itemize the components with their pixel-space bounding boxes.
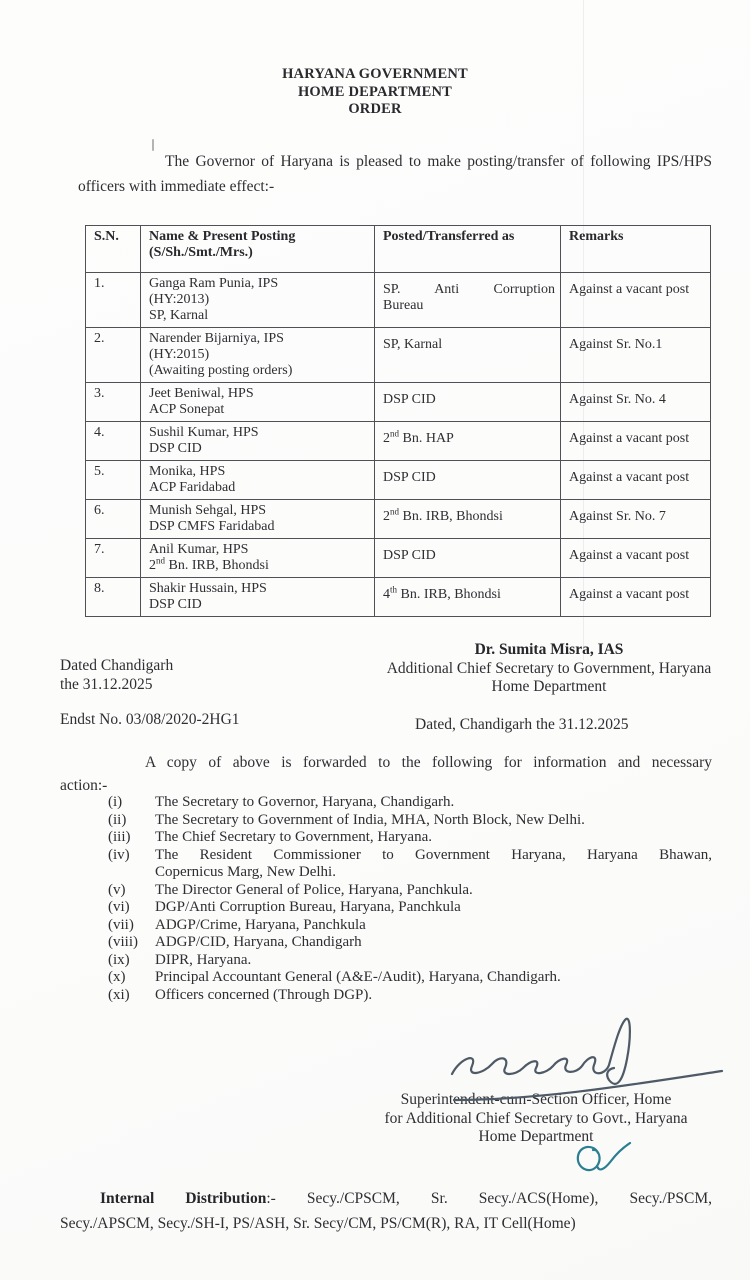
list-item xyxy=(108,952,712,970)
item-text: DGP/Anti Corruption Bureau, Haryana, Panchkula xyxy=(155,899,461,915)
item-text: ADGP/Crime, Haryana, Panchkula xyxy=(155,916,366,933)
list-item xyxy=(108,987,712,1005)
item-text: Officers concerned (Through DGP). xyxy=(155,986,373,1003)
col-header-name-line-1: Name & Present Posting xyxy=(149,229,296,244)
signoff-line-3: Home Department xyxy=(478,1128,594,1145)
header-order-line: ORDER xyxy=(348,101,402,117)
table-row xyxy=(86,273,711,328)
list-item xyxy=(108,882,712,900)
col-header-name xyxy=(141,226,375,273)
row-name: Anil Kumar, HPS 2nd Bn. IRB, Bhondsi xyxy=(141,539,375,578)
item-numeral: (i) xyxy=(108,794,123,810)
row-remarks: Against a vacant post xyxy=(561,273,711,328)
row-sn: 1. xyxy=(86,273,141,328)
list-item xyxy=(108,847,712,882)
row-posted: 2nd Bn. IRB, Bhondsi xyxy=(375,500,561,539)
row-name: Narender Bijarniya, IPS (HY:2015) (Awaiting posting orders) xyxy=(141,328,375,383)
row-name: Monika, HPS ACP Faridabad xyxy=(141,461,375,500)
row-posted: DSP CID xyxy=(375,539,561,578)
item-numeral: (vii) xyxy=(108,916,134,933)
table-row xyxy=(86,461,711,500)
table-row xyxy=(86,578,711,617)
internal-distribution xyxy=(60,1186,712,1236)
row-posted: SP. Anti Corruption Bureau xyxy=(375,273,561,328)
row-posted: DSP CID xyxy=(375,461,561,500)
item-numeral: (viii) xyxy=(108,934,138,950)
table-row xyxy=(86,500,711,539)
row-sn: 4. xyxy=(86,422,141,461)
item-text: The Secretary to Governor, Haryana, Chandigarh. xyxy=(155,794,455,810)
dated-place-line-2: the 31.12.2025 xyxy=(60,676,153,693)
forwarding-line-1: A copy of above is forwarded to the following for information and necessary xyxy=(145,754,712,771)
intro-line-1: The Governor of Haryana is pleased to make posting/transfer of following IPS/HPS xyxy=(165,153,712,170)
list-item xyxy=(108,829,712,847)
header-government-line: HARYANA GOVERNMENT xyxy=(282,66,468,82)
signoff-line-1: Superintendent-cum-Section Officer, Home xyxy=(400,1091,672,1108)
row-posted: 4th Bn. IRB, Bhondsi xyxy=(375,578,561,617)
row-posted: SP, Karnal xyxy=(375,328,561,383)
row-sn: 7. xyxy=(86,539,141,578)
item-text-line-2: Copernicus Marg, New Delhi. xyxy=(155,864,336,880)
row-remarks: Against a vacant post xyxy=(561,422,711,461)
posting-table xyxy=(85,225,711,617)
list-item xyxy=(108,934,712,952)
item-numeral: (xi) xyxy=(108,986,130,1003)
row-sn: 3. xyxy=(86,383,141,422)
internal-line-2: Secy./APSCM, Secy./SH-I, PS/ASH, Sr. Secy/CM, PS/CM(R), RA, IT Cell(Home) xyxy=(60,1215,576,1232)
signoff-line-2: for Additional Chief Secretary to Govt., Haryana xyxy=(384,1109,688,1127)
internal-line-1 xyxy=(60,1186,712,1211)
row-remarks: Against a vacant post xyxy=(561,461,711,500)
internal-label: Internal Distribution xyxy=(100,1190,267,1207)
list-item xyxy=(108,812,712,830)
item-text: ADGP/CID, Haryana, Chandigarh xyxy=(155,934,362,950)
row-remarks: Against Sr. No.1 xyxy=(561,328,711,383)
table-header-row xyxy=(86,226,711,273)
dated-place-block xyxy=(60,656,173,694)
item-text: The Director General of Police, Haryana, Panchkula. xyxy=(155,881,473,898)
table-row xyxy=(86,328,711,383)
item-text xyxy=(155,847,712,882)
forwarding-line-2: action:- xyxy=(60,777,108,794)
table-row xyxy=(86,383,711,422)
row-posted: DSP CID xyxy=(375,383,561,422)
item-numeral: (iv) xyxy=(108,846,130,863)
table-row xyxy=(86,539,711,578)
row-sn: 2. xyxy=(86,328,141,383)
signatory-name: Dr. Sumita Misra, IAS xyxy=(474,641,624,658)
signatory-title-1: Additional Chief Secretary to Government, Haryana xyxy=(386,659,712,677)
list-item xyxy=(108,899,712,917)
item-text: The Chief Secretary to Government, Haryana. xyxy=(155,829,432,845)
list-item xyxy=(108,917,712,935)
item-text: DIPR, Haryana. xyxy=(155,951,252,968)
row-sn: 6. xyxy=(86,500,141,539)
row-remarks: Against Sr. No. 4 xyxy=(561,383,711,422)
internal-rest: :- Secy./CPSCM, Sr. Secy./ACS(Home), Secy./PSCM, xyxy=(266,1190,712,1207)
item-text: The Secretary to Government of India, MHA, North Block, New Delhi. xyxy=(155,811,585,828)
intro-paragraph xyxy=(78,149,712,199)
item-numeral: (iii) xyxy=(108,829,131,845)
col-header-sn: S.N. xyxy=(86,226,141,273)
row-name: Ganga Ram Punia, IPS (HY:2013) SP, Karnal xyxy=(141,273,375,328)
document-header xyxy=(0,66,750,119)
item-numeral: (vi) xyxy=(108,899,130,915)
signatory-block xyxy=(368,641,730,697)
row-name: Sushil Kumar, HPS DSP CID xyxy=(141,422,375,461)
row-name: Munish Sehgal, HPS DSP CMFS Faridabad xyxy=(141,500,375,539)
row-remarks: Against a vacant post xyxy=(561,539,711,578)
item-text: Principal Accountant General (A&E-/Audit), Haryana, Chandigarh. xyxy=(155,969,561,985)
endorsement-date: Dated, Chandigarh the 31.12.2025 xyxy=(415,716,629,733)
intro-line-2: officers with immediate effect:- xyxy=(78,178,275,195)
forwarding-paragraph xyxy=(60,751,712,797)
col-header-name-line-2: (S/Sh./Smt./Mrs.) xyxy=(149,245,253,260)
row-posted: 2nd Bn. HAP xyxy=(375,422,561,461)
list-item xyxy=(108,794,712,812)
item-numeral: (ix) xyxy=(108,951,130,968)
signature-scribble xyxy=(430,1012,730,1108)
list-item xyxy=(108,969,712,987)
row-name: Jeet Beniwal, HPS ACP Sonepat xyxy=(141,383,375,422)
row-sn: 8. xyxy=(86,578,141,617)
dated-place-line-1: Dated Chandigarh xyxy=(60,657,174,674)
initial-mark xyxy=(566,1139,636,1185)
table-row xyxy=(86,422,711,461)
row-remarks: Against Sr. No. 7 xyxy=(561,500,711,539)
item-numeral: (x) xyxy=(108,969,126,985)
row-sn: 5. xyxy=(86,461,141,500)
col-header-posted: Posted/Transferred as xyxy=(375,226,561,273)
item-text-line-1: The Resident Commissioner to Government Haryana, Haryana Bhawan, xyxy=(155,846,712,863)
item-numeral: (v) xyxy=(108,881,126,898)
row-name: Shakir Hussain, HPS DSP CID xyxy=(141,578,375,617)
row-remarks: Against a vacant post xyxy=(561,578,711,617)
endorsement-number: Endst No. 03/08/2020-2HG1 xyxy=(60,711,240,728)
col-header-remarks: Remarks xyxy=(561,226,711,273)
header-department-line: HOME DEPARTMENT xyxy=(297,83,453,100)
distribution-list xyxy=(108,794,712,1004)
signatory-title-2: Home Department xyxy=(491,678,607,695)
item-numeral: (ii) xyxy=(108,811,127,828)
